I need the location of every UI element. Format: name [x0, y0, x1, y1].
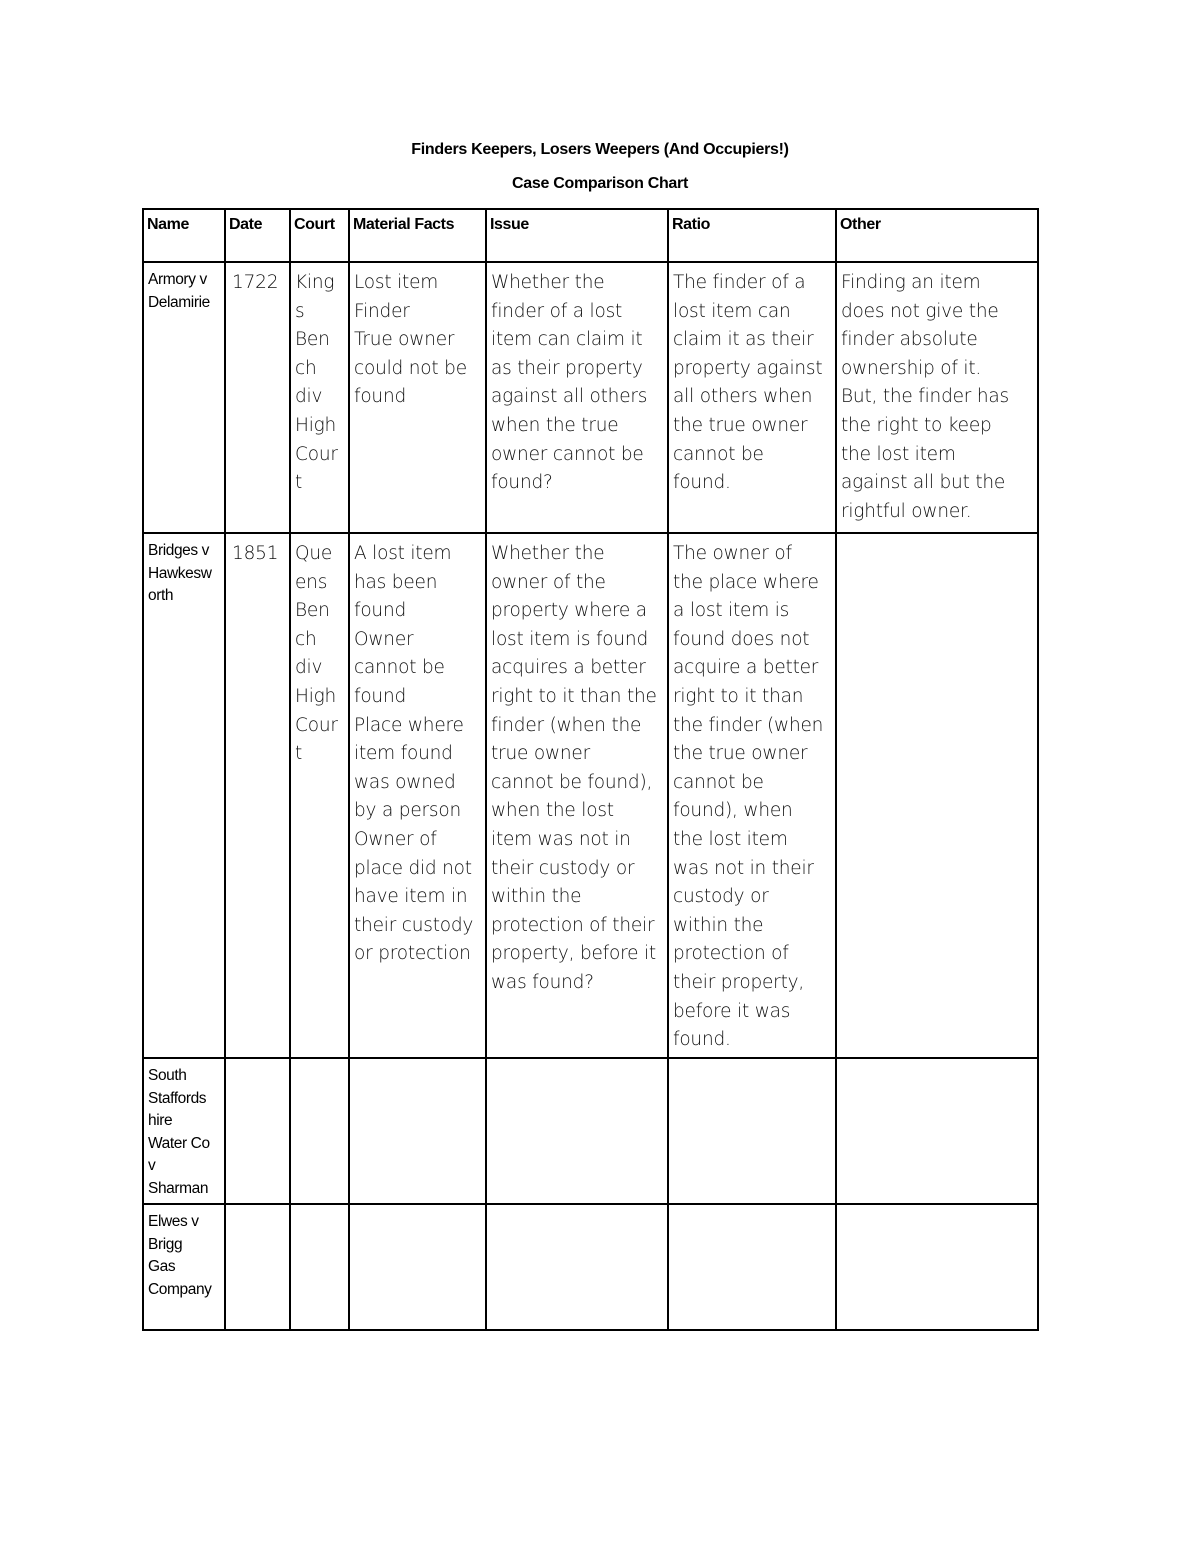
table-row [143, 1204, 1038, 1330]
other-cell [836, 533, 1038, 1058]
other-cell [836, 1058, 1038, 1204]
column-header-material-facts: Material Facts [349, 209, 486, 262]
issue-cell: Whether the owner of the property where a lost item is found acquires a better right to it than the finder (when the true owner cannot be found), when the lost item was not in their custody or within the protection of their property, before it was found? [486, 533, 668, 1058]
header-row [143, 209, 1038, 262]
other-cell [836, 1204, 1038, 1330]
column-header-name: Name [143, 209, 225, 262]
column-header-issue: Issue [486, 209, 668, 262]
column-header-ratio: Ratio [668, 209, 836, 262]
column-header-court: Court [290, 209, 349, 262]
document-title: Finders Keepers, Losers Weepers (And Occupiers!) [411, 141, 789, 158]
case-name-cell: South Staffords hire Water Co v Sharman [143, 1058, 225, 1204]
ratio-cell [668, 1058, 836, 1204]
date-cell [225, 1204, 290, 1330]
date-cell [225, 1058, 290, 1204]
other-cell: Finding an item does not give the finder absolute ownership of it. But, the finder has the right to keep the lost item against all but the rightful owner. [836, 262, 1038, 533]
ratio-cell: The finder of a lost item can claim it as their property against all others when the true owner cannot be found. [668, 262, 836, 533]
material-facts-cell: Lost item Finder True owner could not be found [349, 262, 486, 533]
court-cell [290, 1058, 349, 1204]
court-cell [290, 1204, 349, 1330]
case-comparison-table [142, 208, 1039, 1331]
table-row [143, 1058, 1038, 1204]
ratio-cell [668, 1204, 836, 1330]
issue-cell [486, 1204, 668, 1330]
court-cell: Que ens Ben ch div High Cour t [290, 533, 349, 1058]
column-header-date: Date [225, 209, 290, 262]
material-facts-cell [349, 1058, 486, 1204]
issue-cell: Whether the finder of a lost item can claim it as their property against all others when the true owner cannot be found? [486, 262, 668, 533]
case-name-cell: Elwes v Brigg Gas Company [143, 1204, 225, 1330]
material-facts-cell: A lost item has been found Owner cannot be found Place where item found was owned by a person Owner of place did not have item in their custody or protection [349, 533, 486, 1058]
date-cell: 1722 [225, 262, 290, 533]
date-cell: 1851 [225, 533, 290, 1058]
ratio-cell: The owner of the place where a lost item is found does not acquire a better right to it than the finder (when the true owner cannot be found), when the lost item was not in their custody or within the protection of their property, before it was found. [668, 533, 836, 1058]
court-cell: King s Ben ch div High Cour t [290, 262, 349, 533]
table-row [143, 262, 1038, 533]
column-header-other: Other [836, 209, 1038, 262]
material-facts-cell [349, 1204, 486, 1330]
table-row [143, 533, 1038, 1058]
case-name-cell: Armory v Delamirie [143, 262, 225, 533]
issue-cell [486, 1058, 668, 1204]
case-name-cell: Bridges v Hawkesw orth [143, 533, 225, 1058]
document-subtitle: Case Comparison Chart [512, 175, 688, 192]
